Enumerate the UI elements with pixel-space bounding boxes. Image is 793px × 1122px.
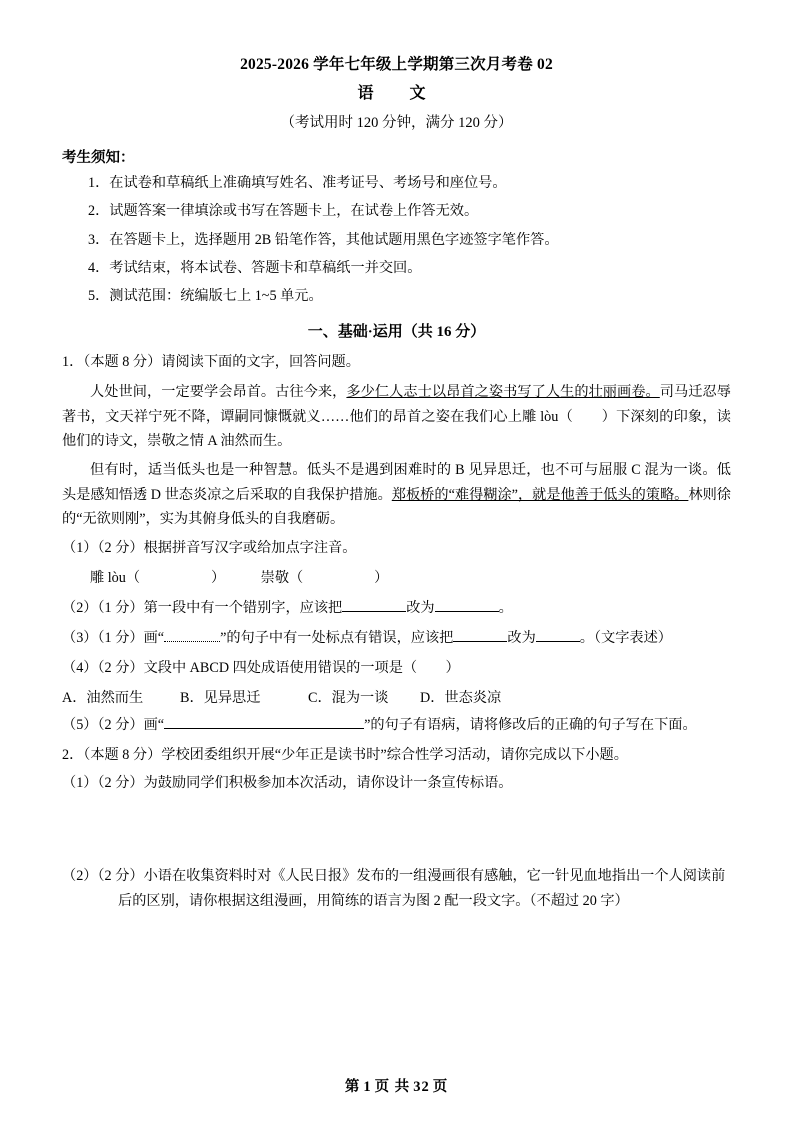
sub-3-text-b: ”的句子中有一处标点有错误，应该把	[220, 629, 454, 646]
section-heading: 一、基础·运用（共 16 分）	[307, 324, 486, 341]
question-1-sub-1: （1）（2 分）根据拼音写汉字或给加点字注音。	[62, 539, 357, 556]
question-1-stem: 1．（本题 8 分）请阅读下面的文字，回答问题。	[62, 354, 360, 371]
sub-2-text: 小语在收集资料时对《人民日报》发布的一组漫画很有感触，它一针见血地指出一个人阅读前后的区别，请你根据这组漫画，用简练的语言为图 2 配一段文字。（不超过 20 字）	[118, 868, 726, 909]
footer-suffix: 页	[432, 1079, 449, 1095]
passage-1-part-a: 人处世间，一定要学会昂首。古往今来，	[90, 384, 347, 401]
sub-5-text-a: （5）（2 分）画“	[62, 716, 165, 733]
passage-1-part-b: 司马迁忍辱著书，文天祥宁死不降，谭嗣同慷慨就义……他们的昂首之姿在我们心上雕 lòu（ ）下深刻的印象，读他们的诗文，崇敬之情 A 油然而生。	[62, 384, 731, 450]
question-1-passage-1	[62, 380, 731, 453]
total-pages: 32	[413, 1079, 430, 1095]
subject-title: 语 文	[357, 85, 436, 102]
sub-2-label: （2）（2 分）	[62, 868, 144, 885]
sub-2-text-b: 改为	[406, 599, 435, 616]
page-title: 2025-2026 学年七年级上学期第三次月考卷 02	[240, 56, 553, 73]
option-c[interactable]: C．混为一谈	[308, 689, 389, 706]
notice-item: 1．在试卷和草稿纸上准确填写姓名、准考证号、考场号和座位号。	[88, 175, 507, 191]
option-d[interactable]: D．世态炎凉	[420, 689, 502, 706]
answer-space[interactable]	[62, 802, 731, 864]
notice-item: 3．在答题卡上，选择题用 2B 铅笔作答，其他试题用黑色字迹签字笔作答。	[88, 231, 559, 248]
notice-item: 4．考试结束，将本试卷、答题卡和草稿纸一并交回。	[88, 259, 422, 276]
notice-item: 5．测试范围：统编版七上 1~5 单元。	[88, 288, 323, 305]
question-2-sub-1: （1）（2 分）为鼓励同学们积极参加本次活动，请你设计一条宣传标语。	[62, 775, 513, 792]
passage-1-underlined: 多少仁人志士以昂首之姿书写了人生的壮丽画卷。	[346, 384, 660, 401]
question-1-sub-4: （4）（2 分）文段中 ABCD 四处成语使用错误的一项是（ ）	[62, 659, 460, 676]
sub-2-text-c: 。	[498, 599, 513, 616]
answer-blank[interactable]	[453, 641, 507, 642]
footer-middle: 页 共	[374, 1079, 411, 1095]
answer-blank[interactable]	[342, 611, 406, 612]
sub-3-text-d: 。（文字表述）	[579, 629, 672, 646]
question-1-sub-1-items: 雕 lòu（ ） 崇敬（ ）	[90, 569, 389, 586]
exam-info: （考试用时 120 分钟，满分 120 分）	[280, 115, 513, 131]
option-a[interactable]: A．油然而生	[62, 689, 144, 706]
notice-heading: 考生须知：	[62, 150, 135, 166]
sub-3-text-a: （3）（1 分）画“	[62, 629, 165, 646]
passage-2-part-a: 但有时，适当低头也是一种智慧。低头不是遇到困难时的 B 见异思迁，也不可与屈服 C 混为一谈。低头是感知悟透 D 世态炎凉之后采取的自我保护措施。	[62, 462, 731, 503]
question-1-sub-2	[62, 597, 731, 620]
question-1-passage-2	[62, 458, 731, 531]
question-1-sub-5	[62, 714, 731, 737]
answer-blank[interactable]	[435, 611, 499, 612]
sub-5-text-b: ”的句子有语病，请将修改后的正确的句子写在下面。	[364, 716, 697, 733]
question-2-sub-2	[62, 864, 731, 912]
passage-2-part-b: 林则徐的“无欲则刚”，实为其俯身低头的自我磨砺。	[62, 486, 731, 528]
footer-prefix: 第	[344, 1079, 361, 1095]
question-1-sub-3	[62, 627, 731, 650]
quote-blank	[164, 728, 364, 729]
page-footer	[0, 1075, 793, 1096]
sub-3-text-c: 改为	[507, 629, 536, 646]
question-1-options	[62, 687, 731, 707]
page-number: 1	[363, 1079, 372, 1095]
question-2-stem: 2．（本题 8 分）学校团委组织开展“少年正是读书时”综合性学习活动，请你完成以下小题。	[62, 746, 628, 763]
notice-item: 2．试题答案一律填涂或书写在答题卡上，在试卷上作答无效。	[88, 203, 479, 220]
quote-blank	[164, 641, 220, 642]
sub-2-text-a: （2）（1 分）第一段中有一个错别字，应该把	[62, 599, 343, 616]
option-b[interactable]: B．见异思迁	[180, 689, 261, 706]
passage-2-underlined: 郑板桥的“难得糊涂”，就是他善于低头的策略。	[391, 486, 689, 503]
answer-blank[interactable]	[536, 641, 580, 642]
